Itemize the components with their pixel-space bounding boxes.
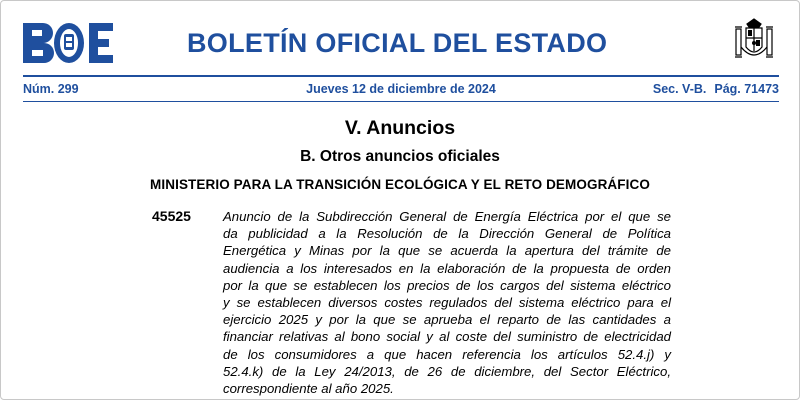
announcement-line: financiar relativas al bono social y al coste del suministro de electricidad [223, 329, 671, 345]
info-rule [23, 101, 779, 102]
announcement-line: da publicidad a la Resolución de la Dirección General de Política [223, 226, 671, 242]
publication-title: BOLETÍN OFICIAL DEL ESTADO [187, 28, 608, 58]
header-rule [23, 75, 779, 77]
announcement-line: de los consumidores a que hacen referencia los artículos 52.4.j) y [223, 346, 671, 362]
announcement-text [223, 208, 671, 397]
announcement-number: 45525 [152, 208, 191, 224]
section-page-ref [653, 82, 779, 96]
announcement-line: audiencia a los interesados en la elaboración de la propuesta de orden [223, 260, 671, 276]
page-ref: Pág. 71473 [714, 82, 779, 96]
announcement-line: correspondiente al año 2025. [223, 381, 394, 397]
masthead [1, 1, 799, 77]
ministry-heading: MINISTERIO PARA LA TRANSICIÓN ECOLÓGICA Y EL RETO DEMOGRÁFICO [150, 177, 650, 192]
announcement-line: por la que se establecen los precios de los cargos del sistema eléctrico [223, 277, 671, 293]
spain-coat-of-arms-icon [732, 17, 776, 65]
section-ref: Sec. V-B. [652, 82, 707, 96]
announcement-line: Anuncio de la Subdirección General de Energía Eléctrica por el que se [223, 209, 671, 224]
boe-logo-icon [23, 23, 115, 63]
subsection-title: B. Otros anuncios oficiales [300, 148, 500, 165]
announcement-line: y se establecen diversos costes regulados del sistema eléctrico para el [223, 295, 671, 311]
announcement-line: ejercicio 2025 y por la que se aprueba el reparto de las cantidades a [223, 312, 671, 328]
issue-number: Núm. 299 [23, 82, 79, 96]
announcement-line: 52.4.k) de la Ley 24/2013, de 26 de diciembre, del Sector Eléctrico, [223, 363, 671, 379]
announcement-line: Energética y Minas por la que se acuerda la apertura del trámite de [223, 243, 671, 259]
issue-date: Jueves 12 de diciembre de 2024 [306, 82, 496, 96]
issue-info-bar [23, 82, 779, 98]
section-title: V. Anuncios [344, 117, 456, 139]
